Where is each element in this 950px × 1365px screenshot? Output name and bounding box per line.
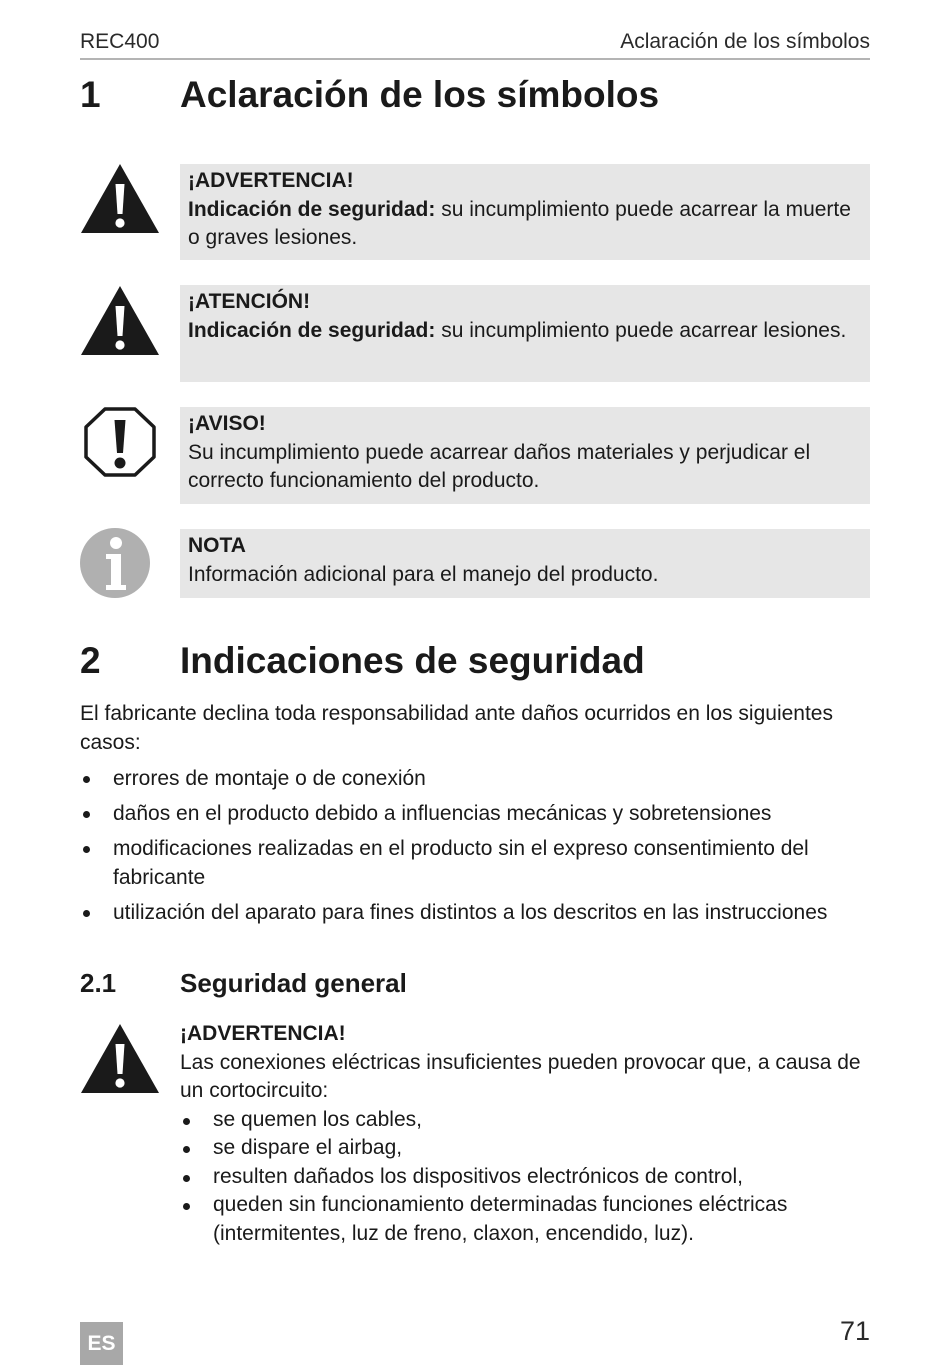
notice-lead: Indicación de seguridad: — [188, 197, 436, 221]
header-section: Aclaración de los símbolos — [620, 30, 870, 53]
notice-lead: Indicación de seguridad: — [188, 318, 436, 342]
notice-nota — [180, 529, 870, 598]
general-safety-warning — [180, 1020, 880, 1248]
notice-keyword: ¡AVISO! — [188, 412, 266, 435]
notice-text: Información adicional para el manejo del producto. — [188, 562, 659, 586]
notice-text: su incumplimiento puede acarrear la muerte o graves lesiones. — [188, 197, 851, 249]
section-2-intro: El fabricante declina toda responsabilidad ante daños ocurridos en los siguientes casos: — [80, 702, 833, 754]
notice-caution — [180, 285, 870, 382]
section-2-1-heading — [80, 968, 870, 1002]
warning-triangle-icon — [80, 1022, 160, 1094]
notice-text: su incumplimiento puede acarrear lesiones. — [435, 318, 847, 342]
section-2-title: Indicaciones de seguridad — [180, 640, 645, 681]
list-item: se quemen los cables, — [180, 1106, 880, 1135]
section-1-heading — [80, 74, 870, 120]
list-item: queden sin funcionamiento determinadas funciones eléctricas (intermitentes, luz de freno, claxon, encendido, luz). — [180, 1191, 880, 1248]
warning-text: Las conexiones eléctricas insuficientes pueden provocar que, a causa de un cortocircuito: — [180, 1050, 861, 1102]
warning-keyword: ¡ADVERTENCIA! — [180, 1022, 346, 1045]
section-2-1-number: 2.1 — [80, 968, 117, 998]
section-2-1-title: Seguridad general — [180, 968, 407, 998]
list-item: daños en el producto debido a influencias mecánicas y sobretensiones — [80, 799, 870, 828]
list-item: utilización del aparato para fines distintos a los descritos en las instrucciones — [80, 898, 870, 927]
page-number: 71 — [839, 1316, 870, 1346]
section-1-title: Aclaración de los símbolos — [180, 74, 660, 115]
notice-text: Su incumplimiento puede acarrear daños materiales y perjudicar el correcto funcionamiento del producto. — [188, 440, 811, 492]
notice-warning — [180, 164, 870, 260]
page-header — [80, 28, 870, 60]
warning-consequences-list — [180, 1106, 880, 1249]
warning-triangle-icon — [80, 284, 160, 356]
language-tag: ES — [80, 1322, 123, 1365]
notice-keyword: ¡ATENCIÓN! — [188, 290, 311, 313]
notice-keyword: NOTA — [188, 534, 246, 557]
warning-triangle-icon — [80, 162, 160, 234]
header-model: REC400 — [80, 30, 160, 53]
section-1-number: 1 — [80, 74, 101, 115]
list-item: modificaciones realizadas en el producto sin el expreso consentimiento del fabricante — [80, 834, 870, 892]
section-2-heading — [80, 640, 870, 686]
notice-aviso — [180, 407, 870, 504]
notice-keyword: ¡ADVERTENCIA! — [188, 169, 354, 192]
notice-octagon-icon — [80, 406, 160, 478]
section-2-number: 2 — [80, 640, 101, 681]
list-item: resulten dañados los dispositivos electrónicos de control, — [180, 1163, 880, 1192]
info-circle-icon — [80, 527, 160, 599]
liability-list — [80, 764, 870, 933]
list-item: se dispare el airbag, — [180, 1134, 880, 1163]
list-item: errores de montaje o de conexión — [80, 764, 870, 793]
